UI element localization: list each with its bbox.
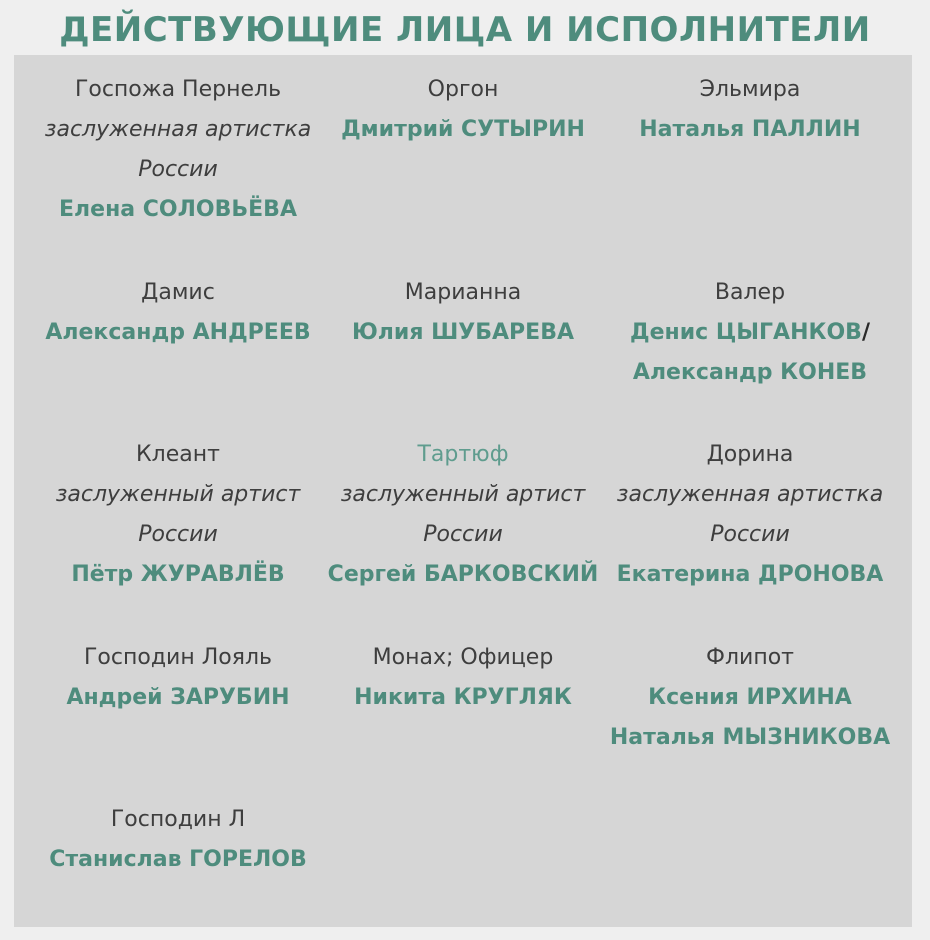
role-name: Тартюф — [417, 442, 509, 467]
cast-entry-monk-officer — [313, 638, 613, 718]
honor-country: России — [423, 522, 503, 547]
honor-title: заслуженный артист — [55, 482, 301, 507]
actor-name-alt: Александр КОНЕВ — [632, 360, 868, 385]
role-name: Клеант — [136, 442, 220, 467]
actor-name: Дмитрий СУТЫРИН — [341, 117, 585, 142]
role-name: Валер — [714, 280, 786, 305]
cast-entry-elmira — [600, 70, 900, 150]
actor-name: Пётр ЖУРАВЛЁВ — [71, 562, 285, 587]
cast-entry-flipot — [600, 638, 900, 758]
cast-entry-damis — [28, 273, 328, 353]
honor-country: России — [710, 522, 790, 547]
honor-title: заслуженная артистка — [44, 117, 312, 142]
actor-name: Ксения ИРХИНА — [648, 685, 852, 710]
cast-entry-pernel — [28, 70, 328, 230]
honor-country: России — [138, 522, 218, 547]
role-name: Дорина — [706, 442, 794, 467]
honor-title: заслуженная артистка — [616, 482, 884, 507]
actor-name: Станислав ГОРЕЛОВ — [49, 847, 307, 872]
cast-entry-tartuffe — [313, 435, 613, 595]
role-name: Эльмира — [699, 77, 801, 102]
actor-name: Екатерина ДРОНОВА — [616, 562, 884, 587]
page-title: ДЕЙСТВУЮЩИЕ ЛИЦА И ИСПОЛНИТЕЛИ — [59, 10, 871, 50]
role-name: Оргон — [427, 77, 499, 102]
actor-name: Елена СОЛОВЬЁВА — [59, 197, 297, 222]
actor-name: Юлия ШУБАРЕВА — [351, 320, 575, 345]
honor-country: России — [138, 157, 218, 182]
role-name: Монах; Офицер — [372, 645, 554, 670]
honor-title: заслуженный артист — [340, 482, 586, 507]
cast-panel — [14, 55, 912, 927]
actor-name: Андрей ЗАРУБИН — [66, 685, 290, 710]
role-name: Госпожа Пернель — [74, 77, 282, 102]
actor-name: Никита КРУГЛЯК — [354, 685, 572, 710]
actor-name: Александр АНДРЕЕВ — [45, 320, 311, 345]
role-name: Флипот — [706, 645, 794, 670]
actor-line-with-separator — [600, 313, 900, 353]
cast-entry-orgon — [313, 70, 613, 150]
cast-entry-dorina — [600, 435, 900, 595]
role-name: Дамис — [141, 280, 215, 305]
role-name: Марианна — [404, 280, 522, 305]
actor-separator: / — [861, 320, 870, 345]
cast-entry-marianna — [313, 273, 613, 353]
actor-name: Наталья ПАЛЛИН — [639, 117, 861, 142]
actor-name-alt: Наталья МЫЗНИКОВА — [609, 725, 891, 750]
cast-entry-loyal — [28, 638, 328, 718]
role-name: Господин Лояль — [84, 645, 272, 670]
role-name: Господин Л — [110, 807, 246, 832]
cast-entry-gospodin-l — [28, 800, 328, 880]
actor-name: Сергей БАРКОВСКИЙ — [327, 562, 599, 587]
actor-name: Денис ЦЫГАНКОВ — [630, 320, 862, 345]
cast-entry-kleant — [28, 435, 328, 595]
cast-entry-valer — [600, 273, 900, 393]
